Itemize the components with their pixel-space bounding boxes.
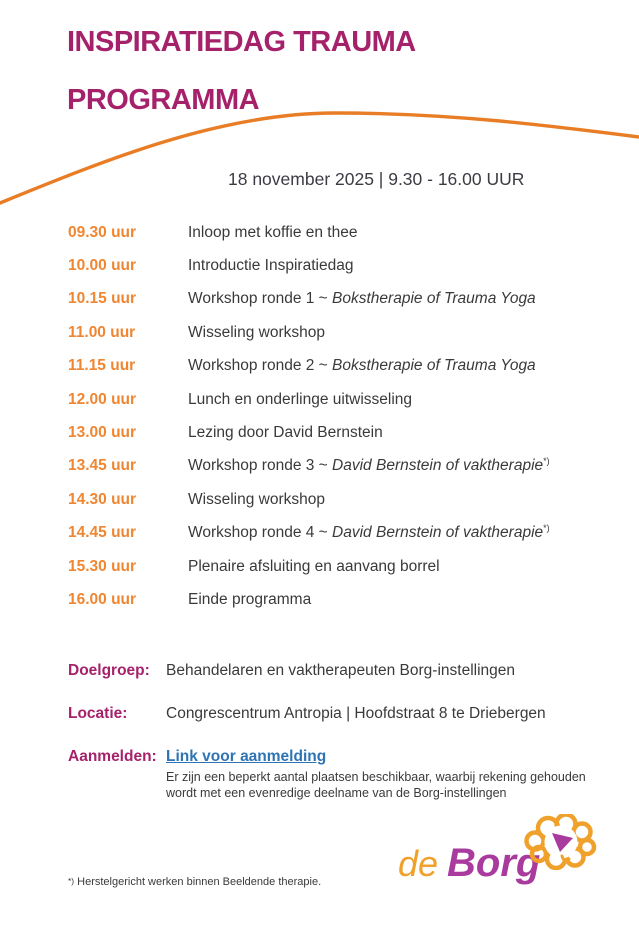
schedule-text: Workshop ronde 1 ~ (188, 290, 333, 308)
doelgroep-row (68, 661, 608, 680)
schedule-description (188, 524, 550, 542)
locatie-value: Congrescentrum Antropia | Hoofdstraat 8 te Driebergen (166, 705, 546, 722)
schedule-description (188, 357, 536, 375)
schedule-row (68, 416, 608, 449)
schedule-text: Workshop ronde 2 ~ (188, 357, 333, 375)
deborg-cloud-icon (520, 814, 598, 870)
aanmelden-row (68, 747, 608, 766)
schedule-row (68, 483, 608, 516)
schedule-description (188, 290, 536, 308)
schedule-description (188, 491, 325, 509)
schedule-time: 10.15 uur (68, 290, 137, 308)
schedule-description (188, 391, 412, 409)
schedule-time: 11.00 uur (68, 323, 136, 341)
footnote-marker: *) (543, 456, 550, 467)
logo-word-borg: Borg (447, 841, 541, 885)
footnote-marker: *) (543, 523, 550, 534)
schedule-text-italic: David Bernstein of vaktherapie (332, 457, 544, 475)
schedule-time: 13.00 uur (68, 424, 137, 442)
schedule-text: Wisseling workshop (188, 323, 325, 341)
page-title-line2: PROGRAMMA (67, 84, 260, 116)
schedule-time: 16.00 uur (68, 590, 137, 608)
schedule-text: Workshop ronde 4 ~ (188, 524, 333, 542)
schedule-row (68, 350, 608, 383)
schedule-time: 10.00 uur (68, 257, 137, 275)
schedule-time: 11.15 uur (68, 357, 136, 375)
event-date: 18 november 2025 | 9.30 - 16.00 UUR (228, 169, 525, 189)
schedule-description (188, 257, 353, 275)
schedule-time: 12.00 uur (68, 390, 137, 408)
logo-word-de: de (398, 843, 439, 884)
schedule-row (68, 216, 608, 249)
schedule-description (188, 324, 325, 342)
page-title-line1: INSPIRATIEDAG TRAUMA (67, 26, 416, 58)
schedule-row (68, 583, 608, 616)
schedule-description (188, 558, 440, 576)
schedule-text: Introductie Inspiratiedag (188, 257, 354, 275)
schedule-row (68, 450, 608, 483)
signup-link[interactable]: Link voor aanmelding (166, 748, 327, 765)
schedule-time: 13.45 uur (68, 457, 137, 475)
schedule-description (188, 591, 311, 609)
deborg-logo (398, 814, 598, 892)
page-footnote (68, 876, 321, 888)
schedule-row (68, 517, 608, 550)
event-details (68, 661, 608, 801)
footnote-marker: *) (68, 876, 75, 886)
schedule-text: Lezing door David Bernstein (188, 424, 383, 442)
schedule-description (188, 224, 357, 242)
signup-note-line2: wordt met een evenredige deelname van de Borg-instellingen (166, 785, 507, 800)
schedule-row (68, 249, 608, 282)
schedule-time: 14.30 uur (68, 490, 137, 508)
footnote-text: Herstelgericht werken binnen Beeldende therapie. (77, 876, 322, 888)
signup-note (166, 770, 608, 801)
schedule-text: Einde programma (188, 590, 312, 608)
schedule-text: Lunch en onderlinge uitwisseling (188, 390, 413, 408)
doelgroep-value: Behandelaren en vaktherapeuten Borg-instellingen (166, 662, 515, 679)
schedule-time: 09.30 uur (68, 223, 137, 241)
schedule-row (68, 550, 608, 583)
schedule-description (188, 424, 383, 442)
schedule-row (68, 383, 608, 416)
schedule-time: 14.45 uur (68, 524, 137, 542)
schedule-time: 15.30 uur (68, 557, 137, 575)
locatie-label: Locatie: (68, 705, 128, 722)
signup-note-line1: Er zijn een beperkt aantal plaatsen beschikbaar, waarbij rekening gehouden (166, 770, 586, 784)
aanmelden-label: Aanmelden: (68, 748, 157, 765)
doelgroep-label: Doelgroep: (68, 662, 150, 679)
schedule-text: Wisseling workshop (188, 490, 325, 508)
schedule-row (68, 283, 608, 316)
schedule-row (68, 316, 608, 349)
schedule-text: Plenaire afsluiting en aanvang borrel (188, 557, 440, 575)
schedule-description (188, 457, 550, 475)
schedule-text-italic: Bokstherapie of Trauma Yoga (332, 357, 536, 375)
schedule-text-italic: Bokstherapie of Trauma Yoga (332, 290, 536, 308)
schedule-text: Workshop ronde 3 ~ (188, 457, 333, 475)
locatie-row (68, 704, 608, 723)
schedule-list (68, 216, 608, 617)
decorative-curve (0, 100, 639, 220)
schedule-text: Inloop met koffie en thee (188, 223, 358, 241)
schedule-text-italic: David Bernstein of vaktherapie (332, 524, 544, 542)
